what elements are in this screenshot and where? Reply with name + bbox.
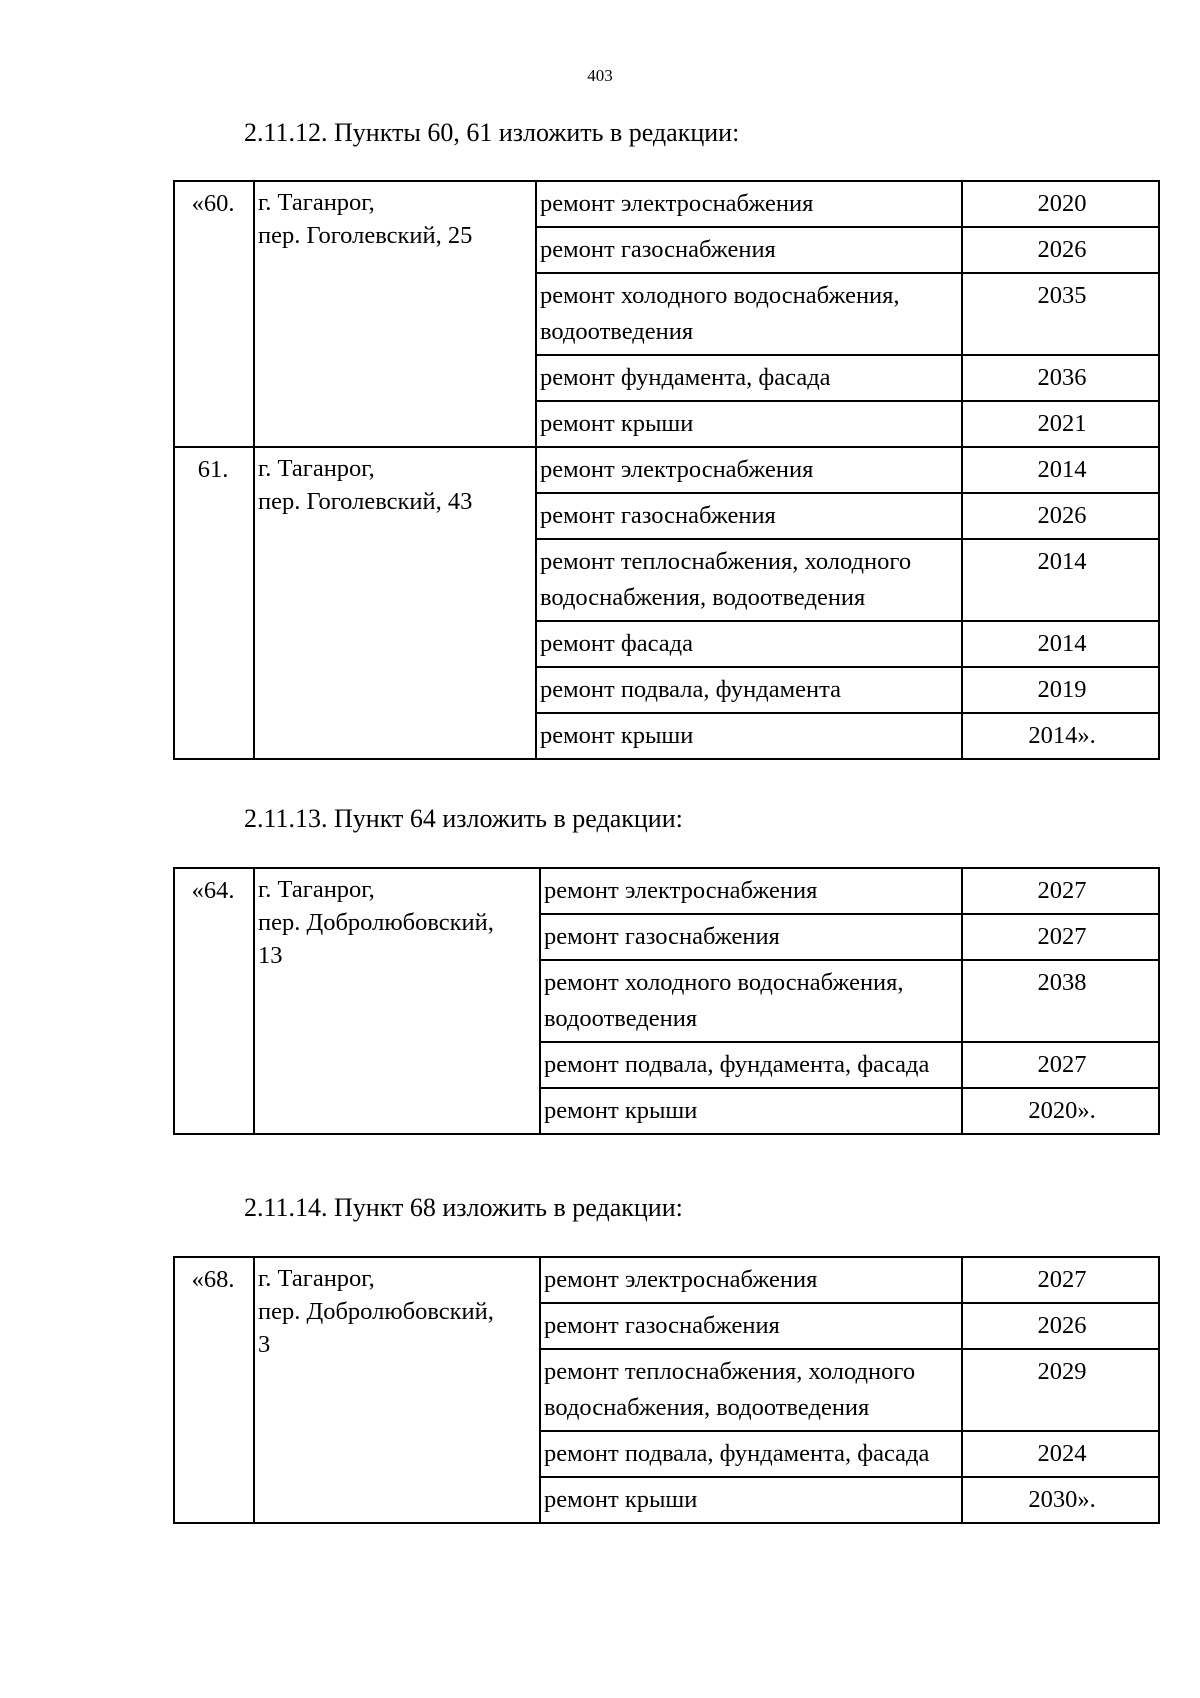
year-cell: 2035 — [962, 273, 1159, 355]
repair-table-64 — [173, 867, 1160, 1135]
work-cell: ремонт подвала, фундамента — [536, 667, 962, 713]
section-heading-2-11-13: 2.11.13. Пункт 64 изложить в редакции: — [244, 804, 683, 833]
table-row — [174, 447, 1159, 493]
repair-table-60-61 — [173, 180, 1160, 760]
year-cell: 2036 — [962, 355, 1159, 401]
work-cell: ремонт электроснабжения — [540, 868, 962, 914]
address-line: 13 — [258, 942, 283, 969]
entry-number: 61. — [174, 447, 254, 759]
work-cell: ремонт крыши — [540, 1088, 962, 1134]
work-cell: ремонт газоснабжения — [536, 493, 962, 539]
work-cell: ремонт крыши — [540, 1477, 962, 1523]
table-row — [174, 868, 1159, 914]
year-cell: 2027 — [962, 914, 1159, 960]
year-cell: 2020 — [962, 181, 1159, 227]
year-cell: 2029 — [962, 1349, 1159, 1431]
work-cell: ремонт газоснабжения — [536, 227, 962, 273]
address-line: пер. Добролюбовский, — [258, 909, 494, 936]
entry-address — [254, 181, 536, 447]
entry-address — [254, 1257, 540, 1523]
work-cell: ремонт электроснабжения — [540, 1257, 962, 1303]
section-heading-2-11-14: 2.11.14. Пункт 68 изложить в редакции: — [244, 1193, 683, 1222]
year-cell: 2030». — [962, 1477, 1159, 1523]
address-line: пер. Гоголевский, 25 — [258, 222, 473, 249]
work-cell: ремонт электроснабжения — [536, 181, 962, 227]
page-number: 403 — [587, 66, 613, 85]
table-row — [174, 1257, 1159, 1303]
work-cell: ремонт теплоснабжения, холодного водоснабжения, водоотведения — [540, 1349, 962, 1431]
work-cell: ремонт подвала, фундамента, фасада — [540, 1431, 962, 1477]
work-cell: ремонт крыши — [536, 713, 962, 759]
year-cell: 2021 — [962, 401, 1159, 447]
entry-address — [254, 868, 540, 1134]
address-line: г. Таганрог, — [258, 1265, 375, 1292]
repair-table-68 — [173, 1256, 1160, 1524]
work-cell: ремонт газоснабжения — [540, 914, 962, 960]
work-cell: ремонт холодного водоснабжения, водоотведения — [540, 960, 962, 1042]
year-cell: 2026 — [962, 1303, 1159, 1349]
year-cell: 2024 — [962, 1431, 1159, 1477]
address-line: г. Таганрог, — [258, 455, 375, 482]
year-cell: 2014 — [962, 447, 1159, 493]
year-cell: 2020». — [962, 1088, 1159, 1134]
work-cell: ремонт крыши — [536, 401, 962, 447]
year-cell: 2038 — [962, 960, 1159, 1042]
entry-number: «60. — [174, 181, 254, 447]
year-cell: 2019 — [962, 667, 1159, 713]
entry-address — [254, 447, 536, 759]
year-cell: 2027 — [962, 868, 1159, 914]
work-cell: ремонт холодного водоснабжения, водоотведения — [536, 273, 962, 355]
year-cell: 2014». — [962, 713, 1159, 759]
address-line: пер. Добролюбовский, — [258, 1298, 494, 1325]
year-cell: 2026 — [962, 227, 1159, 273]
work-cell: ремонт теплоснабжения, холодного водоснабжения, водоотведения — [536, 539, 962, 621]
address-line: г. Таганрог, — [258, 876, 375, 903]
entry-number: «68. — [174, 1257, 254, 1523]
entry-number: «64. — [174, 868, 254, 1134]
work-cell: ремонт фундамента, фасада — [536, 355, 962, 401]
year-cell: 2027 — [962, 1042, 1159, 1088]
work-cell: ремонт газоснабжения — [540, 1303, 962, 1349]
work-cell: ремонт фасада — [536, 621, 962, 667]
year-cell: 2026 — [962, 493, 1159, 539]
work-cell: ремонт подвала, фундамента, фасада — [540, 1042, 962, 1088]
year-cell: 2014 — [962, 621, 1159, 667]
address-line: 3 — [258, 1331, 271, 1358]
section-heading-2-11-12: 2.11.12. Пункты 60, 61 изложить в редакции: — [244, 118, 740, 147]
table-row — [174, 181, 1159, 227]
work-cell: ремонт электроснабжения — [536, 447, 962, 493]
year-cell: 2027 — [962, 1257, 1159, 1303]
address-line: г. Таганрог, — [258, 189, 375, 216]
address-line: пер. Гоголевский, 43 — [258, 488, 473, 515]
year-cell: 2014 — [962, 539, 1159, 621]
